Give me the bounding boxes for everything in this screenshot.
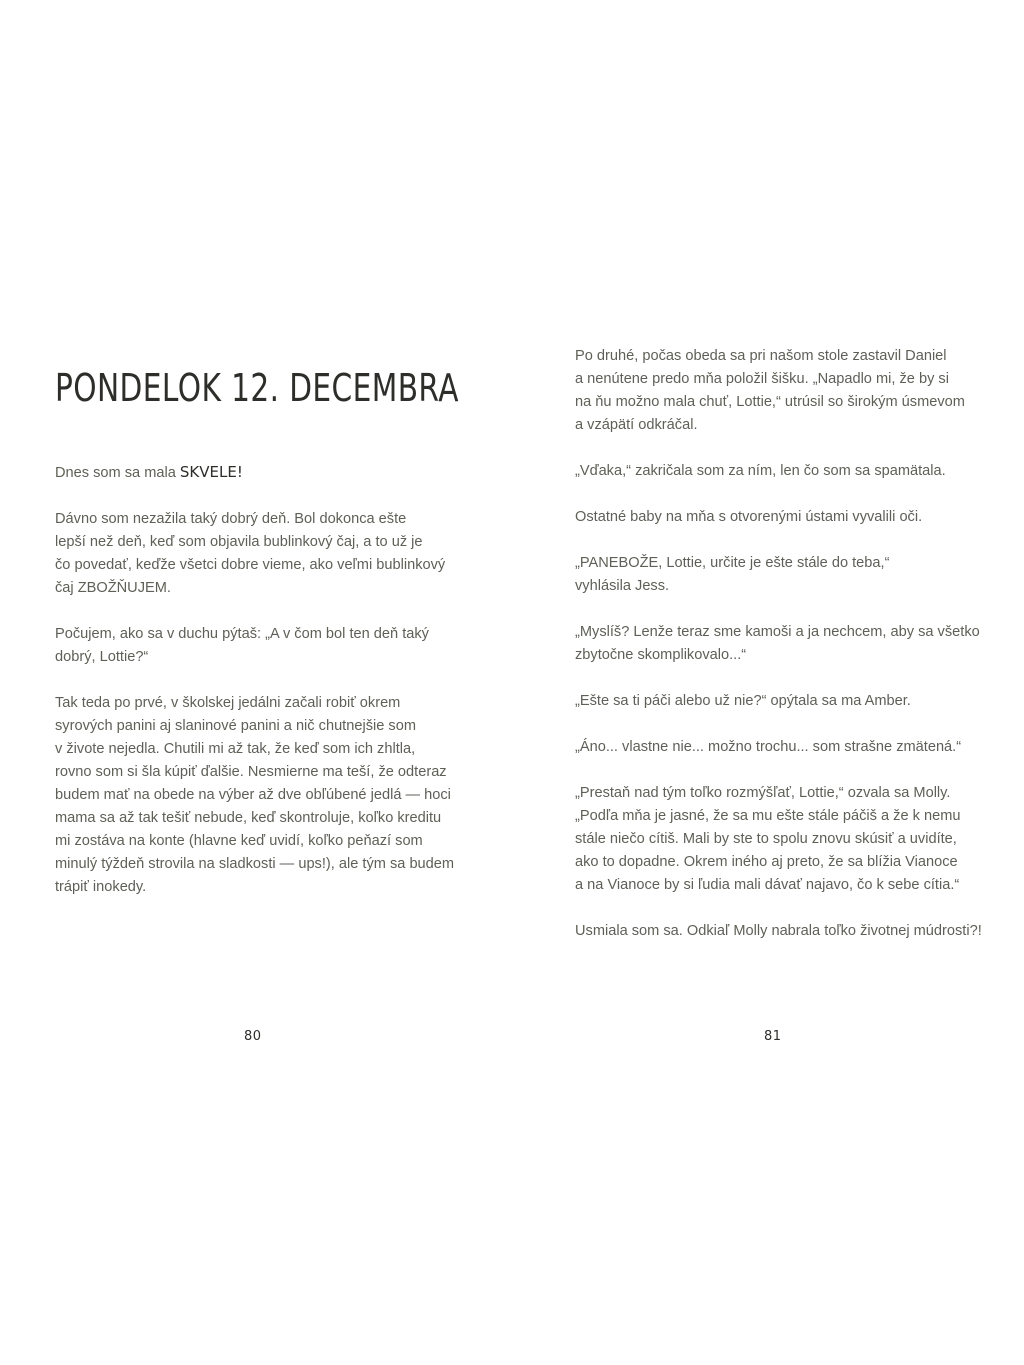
paragraph (575, 736, 995, 759)
text-line: „Ešte sa ti páči alebo už nie?“ opýtala sa ma Amber. (575, 693, 911, 709)
left-page-text (55, 461, 495, 922)
text-line: a na Vianoce by si ľudia mali dávať najavo, čo k sebe cítia.“ (575, 877, 960, 893)
text-line: ako to dopadne. Okrem iného aj preto, že sa blížia Vianoce (575, 854, 958, 870)
text-line: „Prestaň nad tým toľko rozmýšľať, Lottie,“ ozvala sa Molly. (575, 785, 951, 801)
paragraph (575, 621, 995, 667)
paragraph (575, 345, 995, 437)
text-line: a vzápätí odkráčal. (575, 417, 698, 433)
paragraph (575, 506, 995, 529)
text-line: a nenútene predo mňa položil šišku. „Napadlo mi, že by si (575, 371, 949, 387)
text-line: budem mať na obede na výber až dve obľúbené jedlá — hoci (55, 787, 451, 803)
text-line: Tak teda po prvé, v školskej jedálni začali robiť okrem (55, 695, 401, 711)
text-line: zbytočne skomplikovalo...“ (575, 647, 747, 663)
text-line: Ostatné baby na mňa s otvorenými ústami vyvalili oči. (575, 509, 923, 525)
text-line: čaj ZBOŽŇUJEM. (55, 580, 171, 596)
text-line: lepší než deň, keď som objavila bublinkový čaj, a to už je (55, 534, 423, 550)
text-line: mama sa až tak tešiť nebude, keď skontroluje, koľko kreditu (55, 810, 442, 826)
text-line: čo povedať, keďže všetci dobre vieme, ako veľmi bublinkový (55, 557, 446, 573)
text-line: Dávno som nezažila taký dobrý deň. Bol dokonca ešte (55, 511, 407, 527)
text-line: minulý týždeň strovila na sladkosti — ups!), ale tým sa budem (55, 856, 455, 872)
text-line: stále niečo cítiš. Mali by ste to spolu znovu skúsiť a uvidíte, (575, 831, 957, 847)
intro-emphasis: SKVELE! (179, 463, 243, 481)
paragraph (55, 692, 495, 899)
intro-paragraph (55, 461, 495, 485)
text-line: v živote nejedla. Chutili mi až tak, že keď som ich zhltla, (55, 741, 416, 757)
paragraph (575, 782, 995, 897)
paragraph (575, 920, 995, 943)
text-line: mi zostáva na konte (hlavne keď uvidí, koľko peňazí som (55, 833, 423, 849)
text-line: Po druhé, počas obeda sa pri našom stole zastavil Daniel (575, 348, 947, 364)
text-line: rovno som si šla kúpiť ďalšie. Nesmierne ma teší, že odteraz (55, 764, 447, 780)
page-number: 81 (764, 1029, 782, 1044)
text-line: „PANEBOŽE, Lottie, určite je ešte stále do teba,“ (575, 555, 890, 571)
text-line: vyhlásila Jess. (575, 578, 670, 594)
text-line: „Myslíš? Lenže teraz sme kamoši a ja nechcem, aby sa všetko (575, 624, 980, 640)
text-line: trápiť inokedy. (55, 879, 147, 895)
paragraph (575, 690, 995, 713)
paragraph (55, 623, 495, 669)
paragraph (55, 508, 495, 600)
text-line: „Áno... vlastne nie... možno trochu... som strašne zmätená.“ (575, 739, 962, 755)
right-page-text (575, 345, 995, 966)
page-number: 80 (244, 1029, 262, 1044)
paragraph (575, 552, 995, 598)
text-line: Usmiala som sa. Odkiaľ Molly nabrala toľko životnej múdrosti?! (575, 923, 982, 939)
text-line: na ňu možno mala chuť, Lottie,“ utrúsil so širokým úsmevom (575, 394, 965, 410)
text-line: dobrý, Lottie?“ (55, 649, 149, 665)
text-line: syrových panini aj slaninové panini a nič chutnejšie som (55, 718, 416, 734)
intro-text: Dnes som sa mala (55, 465, 180, 481)
chapter-heading: PONDELOK 12. DECEMBRA (55, 366, 459, 410)
text-line: „Podľa mňa je jasné, že sa mu ešte stále páčiš a že k nemu (575, 808, 961, 824)
text-line: „Vďaka,“ zakričala som za ním, len čo som sa spamätala. (575, 463, 946, 479)
text-line: Počujem, ako sa v duchu pýtaš: „A v čom bol ten deň taký (55, 626, 429, 642)
paragraph (575, 460, 995, 483)
right-page (512, 0, 1024, 1365)
